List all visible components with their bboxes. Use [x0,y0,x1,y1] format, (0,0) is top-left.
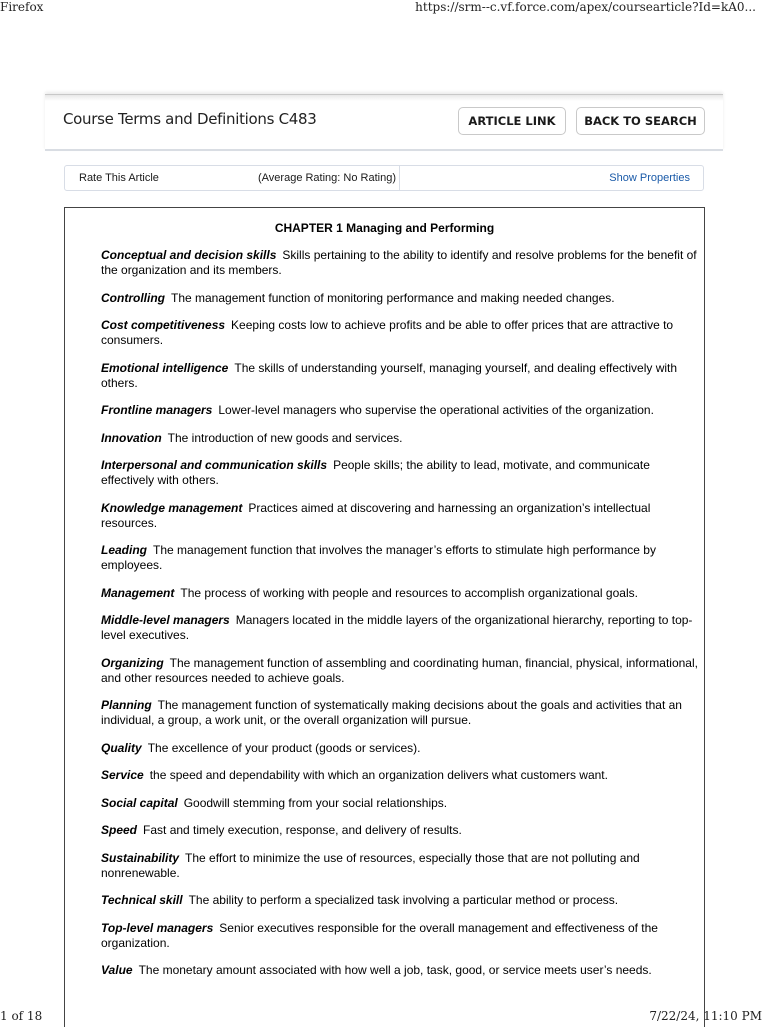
term-entry [101,921,699,951]
term-definition: Managers located in the middle layers of the organizational hierarchy, reporting to top-level executives. [101,613,693,642]
term-name: Quality [101,740,142,755]
term-entry [101,248,699,278]
page-url: https://srm--c.vf.force.com/apex/coursearticle?Id=kA0... [415,0,756,14]
term-entry [101,823,699,838]
term-name: Knowledge management [101,500,243,515]
term-name: Planning [101,698,152,712]
term-entry [101,431,699,446]
term-definition: The effort to minimize the use of resources, especially those that are not polluting and nonrenewable. [101,850,640,880]
term-definition: The management function of systematically making decisions about the goals and activities that an individual, a group, a work unit, or the overall organization will pursue. [101,698,682,727]
article-link-button[interactable]: ARTICLE LINK [458,107,566,135]
term-name: Value [101,963,133,977]
term-definition: The management function of assembling and coordinating human, financial, physical, informational, and other resources needed to achieve goals. [101,655,698,685]
term-entry [101,768,699,783]
page-number: 1 of 18 [0,1009,43,1023]
term-name: Organizing [101,655,164,670]
term-entry [101,361,699,391]
term-entry [101,458,699,488]
term-definition: The introduction of new goods and services. [167,430,403,445]
term-entry [101,318,699,348]
term-entry [101,501,699,531]
term-definition: The monetary amount associated with how well a job, task, good, or service meets user’s needs. [138,963,652,977]
term-name: Management [101,585,175,600]
rate-this-article[interactable]: Rate This Article [79,172,159,184]
term-name: Emotional intelligence [101,360,229,375]
term-definition: The skills of understanding yourself, managing yourself, and dealing effectively with others. [101,360,678,390]
term-entry [101,291,699,306]
article-header [45,94,723,151]
term-definition: People skills; the ability to lead, motivate, and communicate effectively with others. [101,458,650,487]
term-entry [101,893,699,908]
term-name: Cost competitiveness [101,318,226,332]
term-name: Leading [101,543,148,557]
term-name: Sustainability [101,850,180,865]
term-entry [101,963,699,978]
term-entry [101,586,699,601]
page-title: Course Terms and Definitions C483 [63,110,317,128]
term-name: Social capital [101,795,178,810]
term-name: Frontline managers [101,403,213,417]
show-properties-link[interactable]: Show Properties [609,172,690,184]
rating-bar [64,165,704,191]
term-entry [101,543,699,573]
terms-list [101,248,699,991]
term-definition: The ability to perform a specialized task involving a particular method or process. [188,893,619,907]
term-name: Interpersonal and communication skills [101,458,328,472]
term-name: Conceptual and decision skills [101,248,277,262]
term-definition: The management function that involves the manager’s efforts to stimulate high performance by employees. [101,543,656,572]
term-name: Top-level managers [101,920,214,935]
term-definition: Fast and timely execution, response, and delivery of results. [143,823,462,837]
term-definition: The excellence of your product (goods or services). [147,740,421,755]
term-entry [101,698,699,728]
rating-divider [399,166,400,190]
term-name: Middle-level managers [101,613,230,627]
term-definition: Lower-level managers who supervise the operational activities of the organization. [218,403,654,417]
term-entry [101,741,699,756]
article-body [64,207,705,1027]
term-definition: Goodwill stemming from your social relationships. [183,795,448,810]
average-rating: (Average Rating: No Rating) [258,172,396,184]
print-datetime: 7/22/24, 11:10 PM [649,1009,762,1023]
term-definition: The management function of monitoring performance and making needed changes. [170,290,615,305]
term-definition: Skills pertaining to the ability to identify and resolve problems for the benefit of the organization and its members. [101,248,697,277]
term-definition: Practices aimed at discovering and harnessing an organization’s intellectual resources. [101,500,651,530]
term-name: Innovation [101,430,162,445]
term-definition: The process of working with people and resources to accomplish organizational goals. [180,585,638,600]
term-entry [101,403,699,418]
term-name: Controlling [101,290,165,305]
term-definition: the speed and dependability with which an organization delivers what customers want. [149,768,608,782]
term-entry [101,796,699,811]
back-to-search-button[interactable]: BACK TO SEARCH [576,107,705,135]
term-entry [101,613,699,643]
term-definition: Keeping costs low to achieve profits and be able to offer prices that are attractive to consumers. [101,318,674,347]
term-entry [101,851,699,881]
browser-name: Firefox [0,0,44,14]
term-name: Service [101,768,144,782]
chapter-title: CHAPTER 1 Managing and Performing [274,221,495,235]
term-entry [101,656,699,686]
term-name: Speed [101,823,138,837]
term-definition: Senior executives responsible for the overall management and effectiveness of the organization. [101,920,658,950]
term-name: Technical skill [101,893,183,907]
